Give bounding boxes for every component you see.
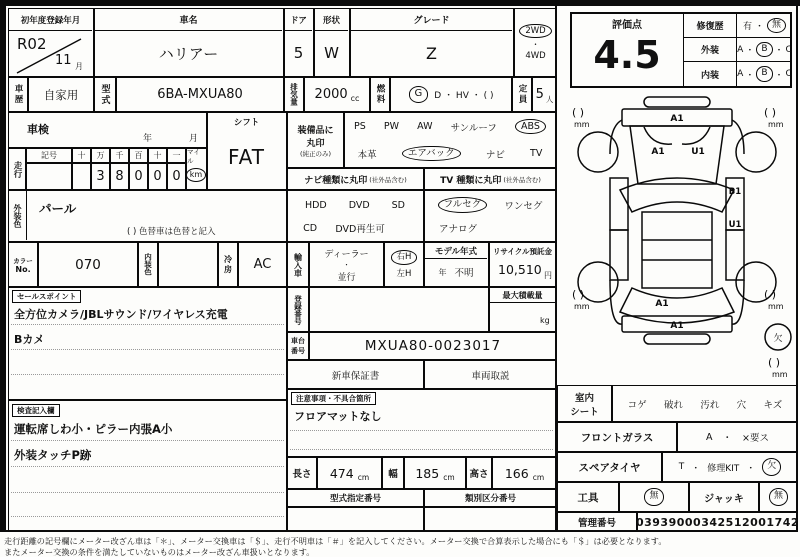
capacity-value: 5 xyxy=(535,87,544,102)
shaken-label: 車検 xyxy=(27,123,49,136)
type-designation-value xyxy=(287,507,424,532)
diagonal-slash xyxy=(15,35,87,75)
digit-10: 0 xyxy=(148,163,167,190)
equip-leather: 本革 xyxy=(357,149,377,161)
recycle-value: 10,510 xyxy=(498,262,542,277)
digit-header-1: 一 xyxy=(167,148,186,163)
digit-header-10: 十 xyxy=(148,148,167,163)
tools-label: 工具 xyxy=(557,482,619,512)
corner-mm-br: mm xyxy=(768,302,784,311)
import-dot: ・ xyxy=(343,260,350,269)
navi-hdd: HDD xyxy=(304,199,327,211)
digit-header-10k: 万 xyxy=(91,148,110,163)
fender-front-left-line xyxy=(610,120,622,154)
chassis-number-value: MXUA80-0023017 xyxy=(309,332,557,360)
digit-header-100: 百 xyxy=(129,148,148,163)
digit-100: 0 xyxy=(129,163,148,190)
registration-number-value xyxy=(309,287,489,332)
shift-label: シフト xyxy=(233,118,260,128)
import-dealer: ディーラー xyxy=(324,249,369,260)
right-rear-door-panel xyxy=(726,230,744,280)
notes-rule-2 xyxy=(11,466,284,467)
notes-rule-3 xyxy=(11,492,284,493)
digit-header-100k: 十 xyxy=(72,148,91,163)
score-cell xyxy=(572,14,684,86)
corner-paren-br: ( ) xyxy=(764,288,777,301)
interior-grade-value xyxy=(737,62,792,86)
displacement-label: 排気量 xyxy=(284,77,304,112)
km-wrap xyxy=(187,163,205,187)
length-value: 474 xyxy=(329,465,354,481)
equip-tv: TV xyxy=(530,148,543,159)
notes-rule-4 xyxy=(11,516,284,517)
color-no-label-1: カラー xyxy=(13,256,33,265)
sales-point-tab: セールスポイント xyxy=(12,290,81,303)
body-color-value: パール xyxy=(39,201,77,216)
displacement-cell xyxy=(304,77,370,112)
equipment-label-1: 装備品に xyxy=(297,125,334,136)
door-cell xyxy=(284,8,314,77)
interior-grade-label: 内装 xyxy=(684,62,737,86)
tv-type-header xyxy=(424,168,557,190)
shaken-month-unit: 月 xyxy=(189,134,199,144)
digit-100k xyxy=(72,163,91,190)
manual-cell: 車両取説 xyxy=(424,360,557,389)
equipment-label-2: 丸印 xyxy=(306,138,325,149)
jack-none-cell xyxy=(759,482,798,512)
shape-label: 形状 xyxy=(315,9,348,31)
length-unit: cm xyxy=(357,472,370,482)
tools-none-circled: 無 xyxy=(644,488,663,505)
windshield-shape xyxy=(620,178,734,212)
tv-fullseg-circled: フルセグ xyxy=(438,197,488,213)
interior-dot1: ・ xyxy=(745,70,755,81)
diagram-hood-left-mark: A1 xyxy=(651,147,665,157)
equipment-options-cell xyxy=(344,112,557,168)
inspector-notes-line1: 運転席しわ小・ピラー内張A小 xyxy=(14,422,173,436)
color-no-value: 070 xyxy=(38,242,138,287)
exterior-dot1: ・ xyxy=(745,46,755,56)
navi-sd: SD xyxy=(391,199,405,211)
handle-cell xyxy=(384,242,424,287)
recycle-yen: 円 xyxy=(544,271,552,280)
navi-dvd: DVD xyxy=(348,199,370,211)
repair-history-value xyxy=(737,14,792,38)
width-cell xyxy=(404,457,466,489)
tv-type-body xyxy=(424,190,557,242)
control-number-label: 管理番号 xyxy=(557,512,637,532)
fuel-options: D ・ HV ・ ( ) xyxy=(434,91,494,101)
caution-rule-2 xyxy=(290,449,553,450)
windshield-label: フロントガラス xyxy=(557,422,677,452)
import-dealer-cell xyxy=(309,242,384,287)
jack-none-circled: 無 xyxy=(769,488,788,505)
navi-cd: CD xyxy=(303,222,318,234)
windshield-x: ×要ス xyxy=(742,433,769,444)
fuel-gasoline-circled: G xyxy=(409,86,429,103)
ac-value: AC xyxy=(238,242,287,287)
rear-nose-shape xyxy=(644,334,710,344)
fender-rear-left-line xyxy=(610,280,622,324)
jack-label: ジャッキ xyxy=(689,482,759,512)
import-label: 輸入車 xyxy=(287,242,309,287)
score-value: 4.5 xyxy=(593,33,661,77)
color-change-note xyxy=(127,225,216,237)
interior-b-circled: B xyxy=(756,66,772,81)
model-code-label: 型式 xyxy=(94,77,116,112)
capacity-unit: 人 xyxy=(545,94,554,104)
repair-history-label: 修復歴 xyxy=(684,14,737,38)
windshield-dot: ・ xyxy=(722,433,733,444)
door-value: 5 xyxy=(293,44,304,62)
repair-dot: ・ xyxy=(754,22,764,32)
inspector-notes-line2: 外装タッチP跡 xyxy=(14,448,92,462)
color-change-paren: ( ) xyxy=(127,227,137,237)
displacement-unit: cc xyxy=(350,94,360,103)
navi-dvd-play: DVD再生可 xyxy=(335,224,385,235)
registration-year: R02 xyxy=(17,35,47,53)
headlight-left-arc xyxy=(644,127,672,144)
spare-missing-circled: 欠 xyxy=(762,458,781,475)
headlight-right-arc xyxy=(682,127,710,144)
length-label: 長さ xyxy=(287,457,317,489)
shape-cell xyxy=(314,8,350,77)
equip-sunroof: サンルーフ xyxy=(450,122,497,134)
diagram-rear-deck-mark: A1 xyxy=(655,299,669,309)
digit-1k: 8 xyxy=(110,163,129,190)
height-value: 166 xyxy=(504,465,529,481)
spare-kit: 修理KIT xyxy=(707,463,740,474)
left-front-door-panel xyxy=(610,178,628,230)
model-code-value: 6BA-MXUA80 xyxy=(116,77,284,112)
sales-rule-3 xyxy=(11,374,284,375)
sales-point-cell xyxy=(8,287,287,400)
tv-type-title: TV 種類に丸印 xyxy=(440,175,502,186)
model-year-unit: 年 xyxy=(438,267,447,277)
fender-front-right-line xyxy=(732,120,744,154)
corner-paren-tl: ( ) xyxy=(572,106,585,119)
shape-value: W xyxy=(324,44,339,62)
width-unit: cm xyxy=(443,472,455,482)
repair-yes: 有 xyxy=(742,22,752,32)
handle-right-circled: 右H xyxy=(391,250,418,265)
diagram-side-u1-mark: U1 xyxy=(728,220,742,230)
equip-ps: PS xyxy=(354,121,366,132)
caution-rule-1 xyxy=(290,430,553,431)
seat-scratch: キズ xyxy=(763,399,783,411)
equipment-row1 xyxy=(345,113,555,140)
front-nose-shape xyxy=(644,97,710,107)
equip-pw: PW xyxy=(383,121,400,132)
rear-window-shape xyxy=(620,288,734,323)
diagram-missing-mark: 欠 xyxy=(773,334,783,344)
equip-abs-circled: ABS xyxy=(515,119,546,135)
seat-hole: 穴 xyxy=(736,399,747,411)
diagram-front-bumper-mark: A1 xyxy=(670,114,684,124)
navi-type-sub: (社外品含む) xyxy=(369,175,407,184)
capacity-label: 定員 xyxy=(512,77,532,112)
chassis-label-1: 車台 xyxy=(291,337,305,345)
body-color-cell xyxy=(8,190,287,242)
equipment-label-cell xyxy=(287,112,344,168)
sales-point-line1: 全方位カメラ/JBLサウンド/ワイヤレス充電 xyxy=(14,308,228,321)
diagram-rear-bumper-mark: A1 xyxy=(670,321,684,331)
type-designation-header: 型式指定番号 xyxy=(287,489,424,507)
navi-type-header xyxy=(287,168,424,190)
corner-paren-tr: ( ) xyxy=(764,106,777,119)
drive-type-cell xyxy=(514,8,557,77)
footer-line1: 走行距離の記号欄にメーター改ざん車は「＊」、メーター交換車は「＄」、走行不明車は「＃」を記入してください。メーター交換で合算表示した場合にも「＄」は必要となります。 xyxy=(4,536,667,546)
body-color-label: 外装色 xyxy=(9,191,27,240)
exterior-grade-label: 外装 xyxy=(684,38,737,62)
mile-km-cell xyxy=(186,148,207,190)
displacement-value: 2000 xyxy=(314,87,348,102)
mileage-symbol-value xyxy=(26,163,72,190)
equip-aw: AW xyxy=(417,121,433,132)
interior-a: A xyxy=(737,69,744,79)
shaken-year-unit: 年 xyxy=(143,134,153,144)
interior-color-value xyxy=(158,242,218,287)
diagram-side-b1-mark: B1 xyxy=(728,187,742,197)
equip-navi: ナビ xyxy=(485,149,505,161)
sales-rule-1 xyxy=(11,324,284,325)
exterior-grade-value xyxy=(737,38,792,62)
height-cell xyxy=(492,457,557,489)
max-load-label: 最大積載量 xyxy=(490,288,555,303)
classification-header: 類別区分番号 xyxy=(424,489,557,507)
interior-dot2: ・ xyxy=(774,70,784,81)
width-value: 185 xyxy=(415,465,440,481)
equip-airbag-circled: エアバック xyxy=(402,146,461,162)
tv-row1 xyxy=(429,193,551,217)
hood-shape xyxy=(630,126,724,184)
ac-label: 冷房 xyxy=(218,242,238,287)
door-label: ドア xyxy=(285,9,312,31)
interior-c: C xyxy=(785,69,792,79)
corner-paren-bl: ( ) xyxy=(572,288,585,301)
roof-shape xyxy=(642,212,712,288)
score-label: 評価点 xyxy=(612,19,642,31)
color-no-label-2: No. xyxy=(15,264,31,274)
recycle-cell xyxy=(489,242,557,287)
length-cell xyxy=(317,457,382,489)
grade-value: Z xyxy=(426,43,437,63)
capacity-cell xyxy=(532,77,557,112)
sales-rule-2 xyxy=(11,349,284,350)
spare-dot1: ・ xyxy=(691,463,701,474)
shift-cell xyxy=(207,112,287,190)
shaken-cell xyxy=(8,112,207,148)
seat-options-cell xyxy=(612,385,798,422)
seat-stain: 汚れ xyxy=(700,399,720,411)
sales-point-line2: Bカメ xyxy=(14,333,45,346)
equipment-row2 xyxy=(345,140,555,167)
registration-month-unit: 月 xyxy=(75,62,83,71)
fuel-label: 燃料 xyxy=(370,77,390,112)
spare-tire-label: スペアタイヤ xyxy=(557,452,662,482)
grade-label: グレード xyxy=(351,9,512,31)
width-label: 幅 xyxy=(382,457,404,489)
drive-4wd: 4WD xyxy=(525,51,546,62)
navi-row1 xyxy=(294,193,416,217)
digit-10k: 3 xyxy=(91,163,110,190)
km-circled: km xyxy=(186,168,206,182)
height-label: 高さ xyxy=(466,457,492,489)
seat-label-2: シート xyxy=(570,406,599,418)
diagram-hood-right-mark: U1 xyxy=(691,147,705,157)
car-name-label: 車名 xyxy=(95,9,282,31)
shift-value: FAT xyxy=(227,145,265,169)
repair-no-circled: 無 xyxy=(767,18,786,33)
left-rear-door-panel xyxy=(610,230,628,280)
navi-type-title: ナビ種類に丸印 xyxy=(304,175,368,186)
drive-separator: ・ xyxy=(531,40,540,50)
tv-type-sub: (社外品含む) xyxy=(503,175,541,184)
color-change-text: 色替車は色替と記入 xyxy=(139,227,216,237)
mileage-label: 走行 xyxy=(8,148,26,190)
exterior-a: A xyxy=(737,44,744,55)
corner-mm-bl: mm xyxy=(574,302,590,311)
model-year-label: モデル年式 xyxy=(425,243,487,259)
first-registration-label: 初年度登録年月 xyxy=(9,9,92,31)
grade-cell xyxy=(350,8,514,77)
tv-analog: アナログ xyxy=(439,224,478,235)
windshield-value xyxy=(677,422,798,452)
mile-label: マイル xyxy=(187,148,200,165)
spare-tire-value xyxy=(662,452,798,482)
caution-notes-line1: フロアマットなし xyxy=(294,410,382,423)
fender-rear-right-line xyxy=(732,280,744,324)
spare-dot2: ・ xyxy=(746,463,756,474)
windshield-a: A xyxy=(706,431,713,443)
drive-2wd-circled: 2WD xyxy=(519,24,551,39)
evaluation-box xyxy=(570,12,792,88)
max-load-unit: kg xyxy=(540,316,550,325)
car-damage-diagram xyxy=(558,94,796,385)
seat-tear: 破れ xyxy=(663,399,683,411)
tv-oneseg: ワンセグ xyxy=(504,201,543,212)
footer-line2: またメーター交換の条件を満たしていないものはメーター改ざん車扱いとなります。 xyxy=(4,547,315,557)
classification-value xyxy=(424,507,557,532)
max-load-cell xyxy=(489,287,557,332)
fuel-cell xyxy=(390,77,512,112)
color-no-label-cell xyxy=(8,242,38,287)
navi-type-body xyxy=(287,190,424,242)
digit-1: 0 xyxy=(167,163,186,190)
left-frame-bar xyxy=(0,6,6,532)
navi-row2 xyxy=(294,217,394,239)
top-frame-bar xyxy=(0,0,800,6)
seat-label-1: 室内 xyxy=(574,392,594,404)
spare-mm: mm xyxy=(772,370,788,379)
seat-label-cell xyxy=(557,385,612,422)
spare-paren: ( ) xyxy=(768,356,781,369)
interior-color-label: 内装色 xyxy=(138,242,158,287)
chassis-label-cell xyxy=(287,332,309,360)
recycle-label: リサイクル預託金 xyxy=(493,246,552,256)
model-year-value xyxy=(425,259,487,285)
model-year-unknown: 不明 xyxy=(454,268,474,279)
history-label: 車歴 xyxy=(8,77,28,112)
spare-t: T xyxy=(678,462,685,472)
corner-mm-tl: mm xyxy=(574,120,590,129)
corner-mm-tr: mm xyxy=(768,120,784,129)
car-name-cell xyxy=(94,8,284,77)
exterior-c: C xyxy=(785,44,792,55)
tools-none-cell xyxy=(619,482,689,512)
mileage-symbol-header: 記号 xyxy=(26,148,72,163)
registration-month: 11 xyxy=(55,53,72,68)
first-registration-cell xyxy=(8,8,94,77)
caution-notes-tab: 注意事項・不具合箇所 xyxy=(291,392,376,405)
notes-rule-1 xyxy=(11,440,284,441)
registration-number-label: 登録番号 xyxy=(287,287,309,332)
seat-burn: コゲ xyxy=(627,399,647,411)
exterior-dot2: ・ xyxy=(774,46,784,56)
history-value: 自家用 xyxy=(28,77,94,112)
control-number-value: 03939000342512001742 xyxy=(637,512,798,532)
chassis-label-2: 番号 xyxy=(291,347,305,355)
import-parallel: 並行 xyxy=(337,272,356,283)
height-unit: cm xyxy=(532,472,545,482)
exterior-b-circled: B xyxy=(756,42,772,57)
warranty-cell: 新車保証書 xyxy=(287,360,424,389)
digit-header-1k: 千 xyxy=(110,148,129,163)
inspector-notes-tab: 検査記入欄 xyxy=(12,404,60,417)
model-year-cell xyxy=(424,242,489,287)
car-name-value: ハリアー xyxy=(158,44,219,63)
handle-left: 左H xyxy=(396,268,412,279)
equipment-label-3: (純正のみ) xyxy=(299,149,332,158)
